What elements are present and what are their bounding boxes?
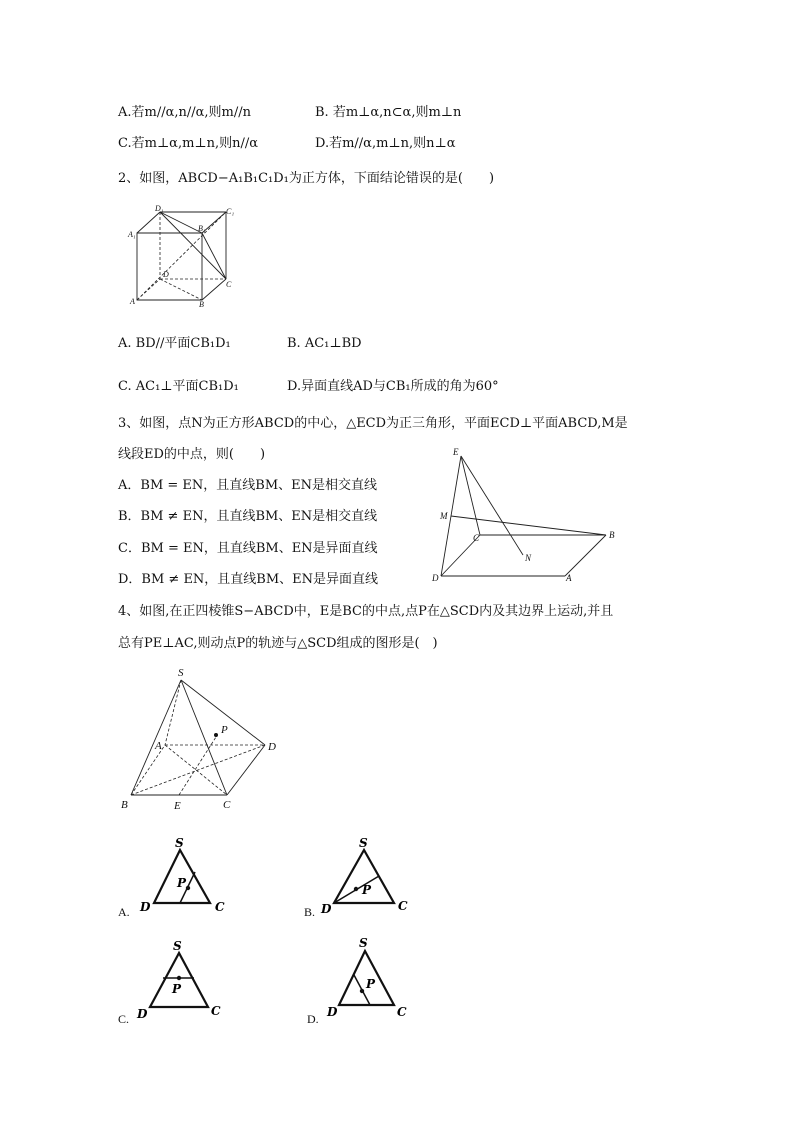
hidden-ac1 xyxy=(137,212,226,300)
label-e: E xyxy=(174,800,181,812)
q4-option-b-label: B. xyxy=(304,905,316,919)
label-d: D xyxy=(432,573,439,583)
point-p xyxy=(360,989,364,993)
q1-option-d: D.若m//α,m⊥n,则n⊥α xyxy=(315,136,456,151)
q2-stem: 2、如图，ABCD−A₁B₁C₁D₁为正方体，下面结论错误的是( ) xyxy=(118,171,495,186)
label-s: S xyxy=(359,836,368,850)
label-s: S xyxy=(359,936,368,950)
label-s: S xyxy=(175,836,184,850)
q2-option-a: A. BD//平面CB₁D₁ xyxy=(118,336,231,351)
edge-ec xyxy=(461,456,480,535)
label-a: A xyxy=(566,573,572,583)
label-c: C xyxy=(473,533,480,543)
q3-option-d: D．BM ≠ EN，且直线BM、EN是异面直线 xyxy=(118,572,379,587)
label-c: C xyxy=(215,900,225,914)
label-c: C xyxy=(226,280,232,289)
label-c: C xyxy=(223,799,231,811)
label-m: M xyxy=(440,511,448,521)
q2-option-d: D.异面直线AD与CB₁所成的角为60° xyxy=(287,379,499,394)
label-p: P xyxy=(221,724,228,736)
q4-option-d-label: D. xyxy=(307,1012,319,1026)
q3-option-b: B．BM ≠ EN，且直线BM、EN是相交直线 xyxy=(118,509,378,524)
cube-front-face xyxy=(137,233,202,300)
q4-option-d-figure xyxy=(322,933,417,1018)
q2-cube-figure xyxy=(125,203,240,308)
hidden-ab xyxy=(131,745,165,795)
label-b: B xyxy=(121,799,128,811)
q3-option-a: A．BM = EN，且直线BM、EN是相交直线 xyxy=(118,478,378,493)
label-d: D xyxy=(137,1007,148,1021)
edge-ab xyxy=(565,535,606,576)
hidden-ad xyxy=(137,279,160,300)
label-s: S xyxy=(173,939,182,953)
label-c: C xyxy=(211,1004,221,1018)
label-p: P xyxy=(366,977,376,991)
point-p xyxy=(354,887,358,891)
label-c1: C₁ xyxy=(226,207,235,216)
point-p xyxy=(177,976,181,980)
label-b: B xyxy=(199,300,204,308)
label-c: C xyxy=(398,899,408,913)
label-c: C xyxy=(397,1005,407,1018)
q1-option-c: C.若m⊥α,m⊥n,则n//α xyxy=(118,136,259,151)
q4-option-c-label: C. xyxy=(118,1012,130,1026)
label-e: E xyxy=(453,447,459,457)
q1-option-a: A.若m//α,n//α,则m//n xyxy=(118,105,252,120)
label-b1: B₁ xyxy=(198,224,206,233)
label-b: B xyxy=(609,530,615,540)
q4-option-b-figure xyxy=(318,832,413,917)
point-p xyxy=(186,886,190,890)
q2-option-c: C. AC₁⊥平面CB₁D₁ xyxy=(118,379,239,394)
label-p: P xyxy=(362,883,372,897)
label-d: D xyxy=(163,270,169,279)
label-s: S xyxy=(178,667,184,679)
label-n: N xyxy=(525,553,532,563)
hidden-bd xyxy=(131,745,265,795)
q4-pyramid-figure xyxy=(115,665,285,815)
label-d: D xyxy=(327,1005,338,1018)
edge-sb xyxy=(131,680,181,795)
label-a: A xyxy=(155,740,162,752)
label-d: D xyxy=(321,902,332,916)
q3-stem-line2: 线段ED的中点，则( ) xyxy=(118,447,266,462)
label-a: A xyxy=(130,297,135,306)
q3-stem-line1: 3、如图，点N为正方形ABCD的中心，△ECD为正三角形，平面ECD⊥平面ABCD,M是 xyxy=(118,416,628,431)
diag-d1b1 xyxy=(160,212,202,233)
point-p xyxy=(214,733,218,737)
q4-option-a-label: A. xyxy=(118,905,130,919)
label-p: P xyxy=(172,982,182,996)
label-p: P xyxy=(177,876,187,890)
label-a1: A₁ xyxy=(128,230,136,239)
q4-option-c-figure xyxy=(134,937,229,1022)
q2-option-b: B. AC₁⊥BD xyxy=(287,336,362,351)
edge-bc xyxy=(202,279,226,300)
hidden-sa xyxy=(165,680,181,745)
q4-option-a-figure xyxy=(138,832,233,917)
diag-b1c xyxy=(202,233,226,279)
segment-en xyxy=(461,456,523,555)
q4-stem-line2: 总有PE⊥AC,则动点P的轨迹与△SCD组成的图形是( ) xyxy=(118,636,438,651)
q3-figure xyxy=(428,443,628,588)
edge-a1d1 xyxy=(137,212,160,233)
label-d1: D₁ xyxy=(155,204,164,213)
q3-option-c: C．BM = EN，且直线BM、EN是异面直线 xyxy=(118,541,378,556)
hidden-ac xyxy=(165,745,227,795)
label-d: D xyxy=(268,741,276,753)
q4-stem-line1: 4、如图,在正四棱锥S−ABCD中，E是BC的中点,点P在△SCD内及其边界上运动,并且 xyxy=(118,604,614,619)
label-d: D xyxy=(140,900,151,914)
q1-option-b: B. 若m⊥α,n⊂α,则m⊥n xyxy=(315,105,462,120)
hidden-db xyxy=(160,279,202,300)
hidden-ep xyxy=(179,737,216,795)
